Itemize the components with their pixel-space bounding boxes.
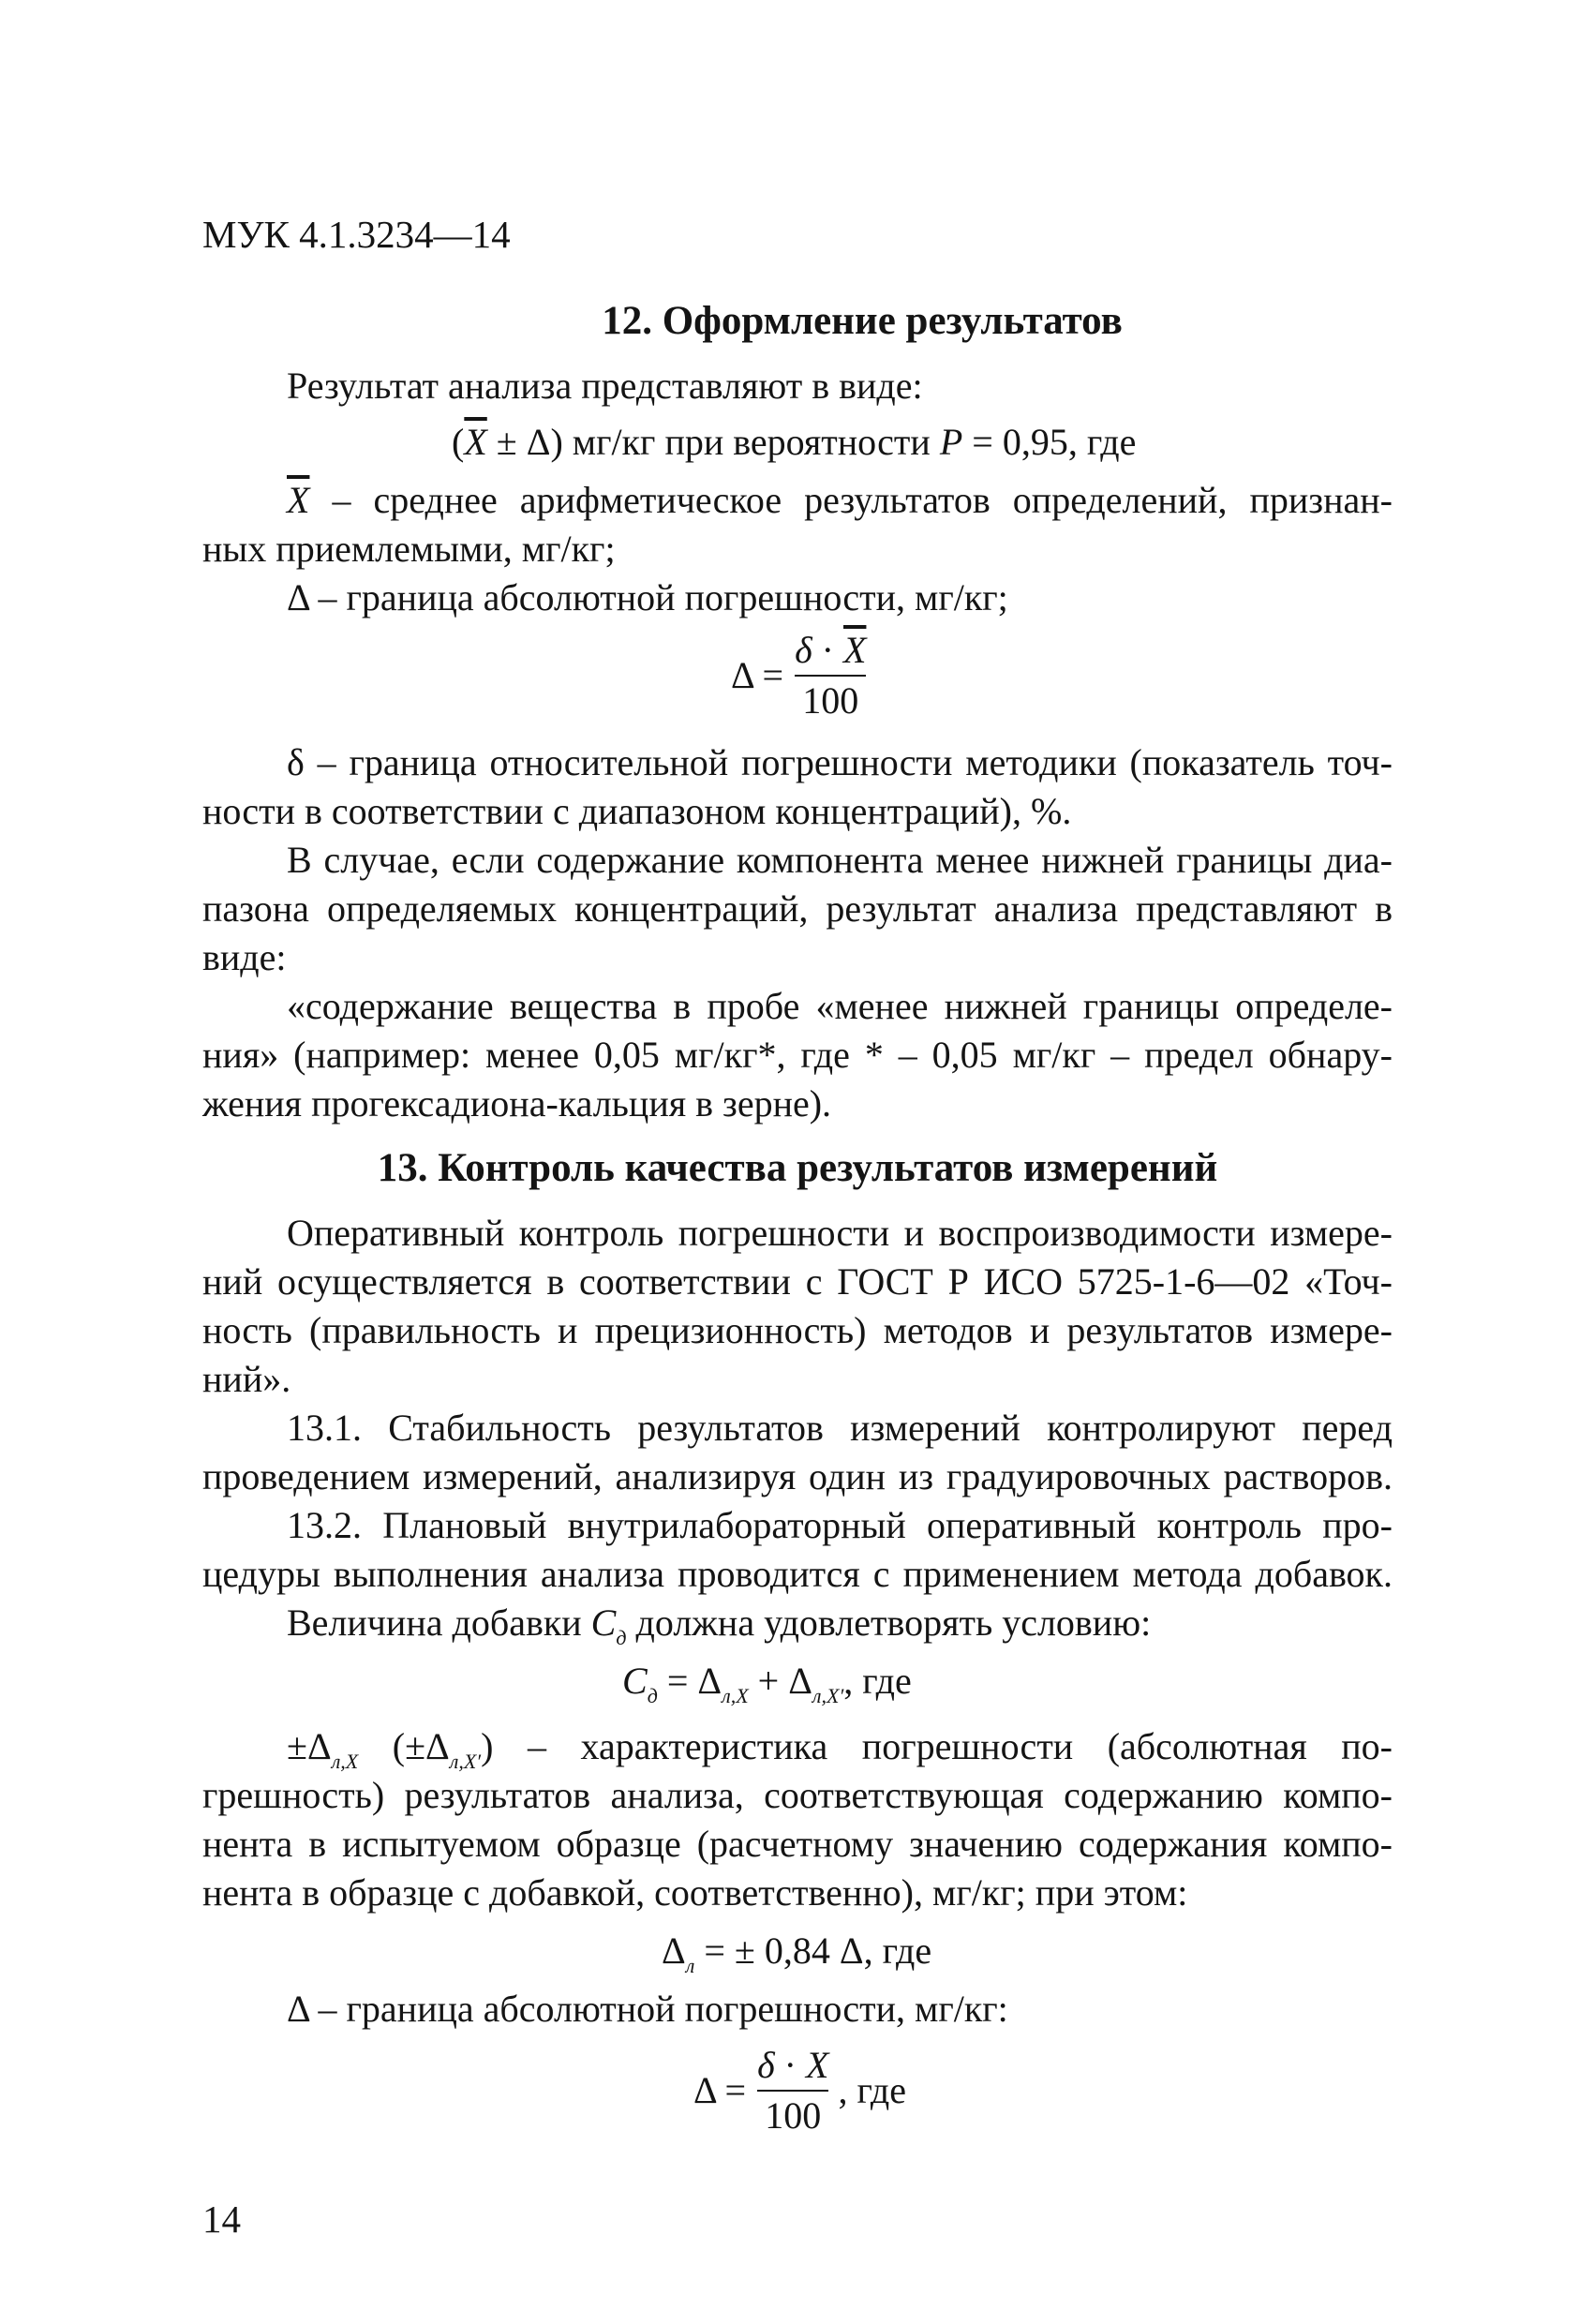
- formula-mid-text: мг/кг при вероятности: [562, 421, 940, 463]
- control-line1: Оперативный контроль погрешности и воспроизводимости измере-: [287, 1212, 1393, 1254]
- error-characteristic-line4: нента в образце с добавкой, соответственно), мг/кг; при этом:: [202, 1871, 1188, 1914]
- error-characteristic-line2: грешность) результатов анализа, соответствующая содержанию компо-: [202, 1774, 1393, 1816]
- error-characteristic-line3: нента в испытуемом образце (расчетному значению содержания компо-: [202, 1823, 1393, 1865]
- mean-symbol: $\overline{X}$: [464, 421, 487, 463]
- delta-fraction-2: $\frac{\delta \cdot X}{100}$: [757, 2044, 829, 2137]
- delta-definition-2: Δ – граница абсолютной погрешности, мг/кг:: [287, 1988, 1008, 2030]
- stability-line1: 13.1. Стабильность результатов измерений контролируют перед: [287, 1407, 1393, 1449]
- delta-formula: Δ = $\frac{\delta \cdot \overline{X}}{100}$: [731, 628, 870, 723]
- quote-line1: «содержание вещества в пробе «менее нижней границы определе-: [287, 985, 1393, 1027]
- control-line2: ний осуществляется в соответствии с ГОСТ Р ИСО 5725-1-6—02 «Точ-: [202, 1260, 1393, 1303]
- delta-definition: Δ – граница абсолютной погрешности, мг/кг;: [287, 576, 1008, 618]
- delta-l-formula: $\Delta_л$ = ± 0,84 Δ, где: [662, 1929, 932, 1977]
- pm-delta: ± Δ): [496, 421, 563, 463]
- mean-definition-line1: $\overline{X}$ – среднее арифметическое результатов определений, признан-: [287, 479, 1393, 521]
- mean-symbol: $\overline{X}$: [287, 479, 310, 521]
- relative-error-line1: δ – граница относительной погрешности методики (показатель точ-: [287, 741, 1393, 783]
- page-number: 14: [202, 2197, 241, 2241]
- case-line3: виде:: [202, 936, 287, 978]
- probability-symbol: P: [939, 421, 963, 463]
- additive-condition: Величина добавки $C_д$ должна удовлетворять условию:: [287, 1601, 1152, 1649]
- section-12-title: 12. Оформление результатов: [602, 299, 1123, 343]
- planned-control-line1: 13.2. Плановый внутрилабораторный оперативный контроль про-: [287, 1504, 1393, 1546]
- planned-control-line2: цедуры выполнения анализа проводится с применением метода добавок.: [202, 1553, 1393, 1595]
- probability-value: = 0,95, где: [962, 421, 1137, 463]
- quote-line2: ния» (например: менее 0,05 мг/кг*, где * – 0,05 мг/кг – предел обнару-: [202, 1034, 1393, 1076]
- case-line1: В случае, если содержание компонента менее нижней границы диа-: [287, 839, 1393, 881]
- additive-formula: $C_д = \Delta_{л,X} + \Delta_{л,X'}$, где: [622, 1660, 912, 1707]
- delta-formula-2: Δ = $\frac{\delta \cdot X}{100}$ , где: [693, 2044, 906, 2137]
- control-line3: ность (правильность и прецизионность) методов и результатов измере-: [202, 1309, 1393, 1351]
- quote-line3: жения прогексадиона-кальция в зерне).: [202, 1082, 832, 1125]
- result-formula: $(\overline{X} \pm \Delta)$ мг/кг при вероятности P = 0,95, где: [452, 421, 1137, 463]
- case-line2: пазона определяемых концентраций, результат анализа представляют в: [202, 887, 1393, 930]
- relative-error-line2: ности в соответствии с диапазоном концентраций), %.: [202, 790, 1072, 832]
- delta-fraction: $\frac{\delta \cdot \overline{X}}{100}$: [795, 629, 867, 722]
- control-line4: ний».: [202, 1358, 291, 1400]
- stability-line2: проведением измерений, анализируя один из градуировочных растворов.: [202, 1455, 1393, 1497]
- section-12-intro: Результат анализа представляют в виде:: [287, 365, 923, 407]
- section-13-title: 13. Контроль качества результатов измерений: [377, 1146, 1218, 1190]
- document-code: МУК 4.1.3234—14: [202, 213, 511, 256]
- mean-definition-line2: ных приемлемыми, мг/кг;: [202, 528, 616, 570]
- error-characteristic-line1: $\pm\Delta_{л,X}$ $(\pm\Delta_{л,X'})$ – характеристика погрешности (абсолютная по-: [287, 1725, 1393, 1773]
